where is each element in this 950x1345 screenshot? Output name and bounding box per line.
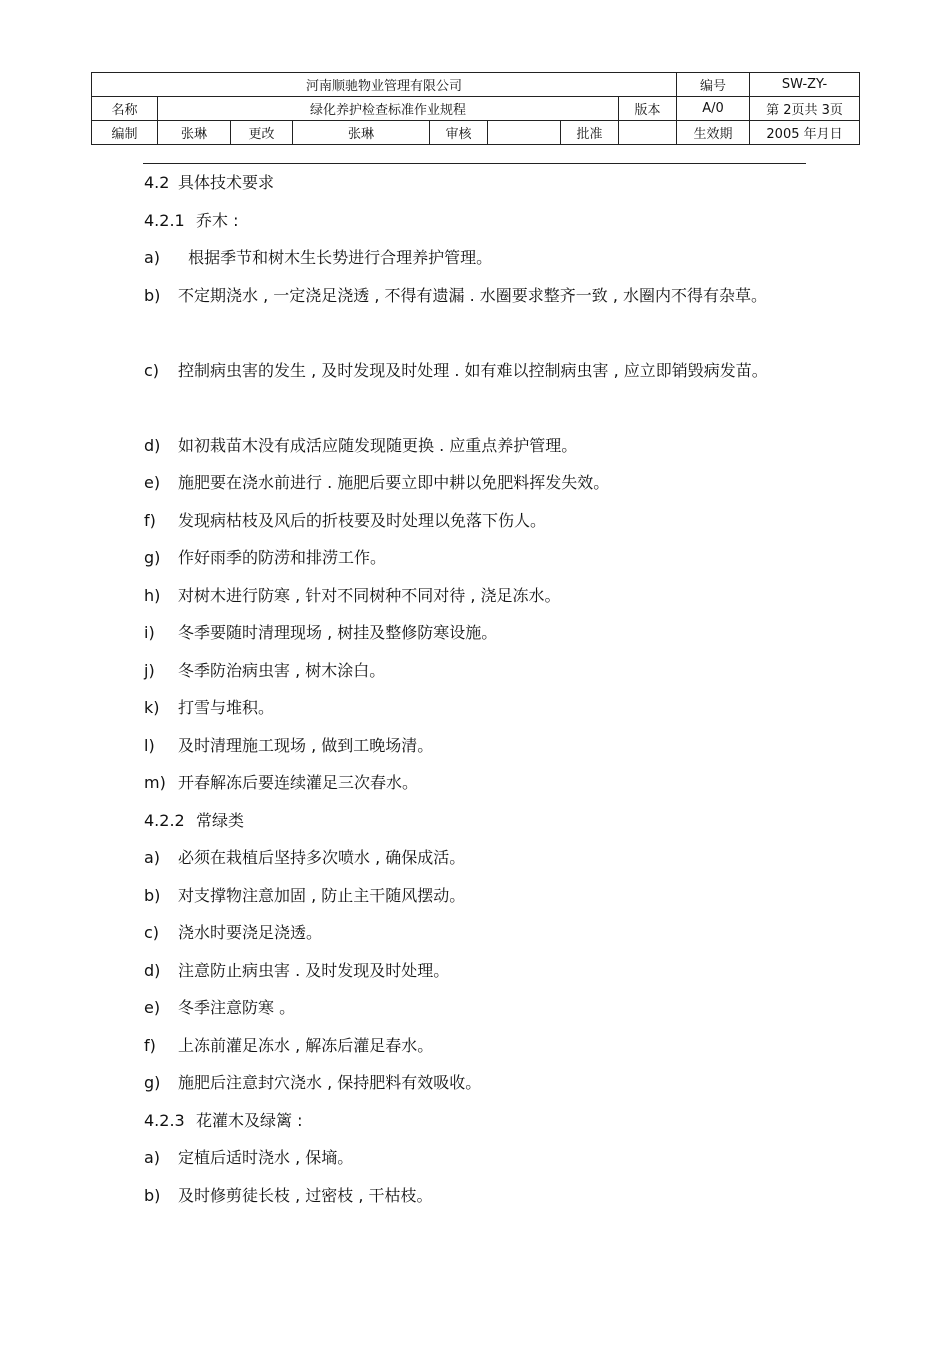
list-item <box>144 281 824 356</box>
list-item-label: h) <box>144 585 161 605</box>
list-item-label: d) <box>144 960 161 980</box>
subsection-heading-trees <box>144 206 824 244</box>
name-value: 绿化养护检查标准作业规程 <box>158 97 619 121</box>
document-header-table <box>91 72 860 145</box>
list-item-text: 打雪与堆积。 <box>178 698 275 717</box>
subsection-title: 花灌木及绿篱 : <box>196 1110 303 1130</box>
subsection-title: 乔木 : <box>196 210 239 230</box>
approve-value <box>619 121 677 145</box>
list-item-label: b) <box>144 1185 161 1205</box>
review-value <box>488 121 561 145</box>
list-item <box>144 731 824 769</box>
list-item <box>144 243 824 281</box>
list-item-label: a) <box>144 1148 161 1167</box>
list-item-text: 控制病虫害的发生 , 及时发现及时处理 . 如有难以控制病虫害 , 应立即销毁病发苗。 <box>178 360 768 380</box>
list-item-label: m) <box>144 773 166 792</box>
section-number: 4.2 <box>144 173 170 192</box>
section-title: 具体技术要求 <box>178 173 275 192</box>
review-label: 审核 <box>430 121 488 145</box>
list-item-label: a) <box>144 848 161 867</box>
list-item-label: g) <box>144 1073 161 1092</box>
list-item <box>144 768 824 806</box>
list-item-label: j) <box>144 660 155 680</box>
shrubs-list <box>144 1143 824 1218</box>
list-item <box>144 618 824 656</box>
list-item-label: f) <box>144 1035 156 1055</box>
version-label: 版本 <box>619 97 677 121</box>
list-item <box>144 881 824 919</box>
list-item <box>144 1143 824 1181</box>
list-item <box>144 506 824 544</box>
code-label: 编号 <box>677 73 750 97</box>
list-item-text: 根据季节和树木生长势进行合理养护管理。 <box>178 248 493 267</box>
company-name: 河南顺驰物业管理有限公司 <box>92 73 677 97</box>
subsection-title: 常绿类 <box>196 810 245 830</box>
list-item-text: 定植后适时浇水 , 保墒。 <box>178 1148 354 1167</box>
list-item-text: 发现病枯枝及风后的折枝要及时处理以免落下伤人。 <box>178 510 547 530</box>
list-item-text: 施肥要在浇水前进行 . 施肥后要立即中耕以免肥料挥发失效。 <box>178 473 610 492</box>
list-item-text: 对树木进行防寒 , 针对不同树种不同对待 , 浇足冻水。 <box>178 585 561 605</box>
list-item-text: 上冻前灌足冻水 , 解冻后灌足春水。 <box>178 1035 434 1055</box>
list-item-text: 冬季注意防寒 。 <box>178 998 296 1017</box>
list-item-text: 如初栽苗木没有成活应随发现随更换 . 应重点养护管理。 <box>178 435 578 455</box>
list-item-label: k) <box>144 698 160 717</box>
list-item-text: 注意防止病虫害 . 及时发现及时处理。 <box>178 960 450 980</box>
change-value: 张琳 <box>293 121 430 145</box>
list-item <box>144 543 824 581</box>
list-item-label: b) <box>144 885 161 905</box>
list-item-text: 及时清理施工现场 , 做到工晚场清。 <box>178 735 434 755</box>
list-item <box>144 356 824 431</box>
name-label: 名称 <box>92 97 158 121</box>
list-item <box>144 1068 824 1106</box>
subsection-heading-shrubs <box>144 1106 824 1144</box>
list-item <box>144 468 824 506</box>
list-item <box>144 656 824 694</box>
section-heading <box>144 168 824 206</box>
list-item-label: d) <box>144 435 161 455</box>
list-item <box>144 918 824 956</box>
list-item-label: c) <box>144 923 160 942</box>
version-value: A/0 <box>677 97 750 121</box>
list-item-label: e) <box>144 998 161 1017</box>
list-item-label: f) <box>144 510 156 530</box>
document-body <box>144 168 824 1218</box>
subsection-number: 4.2.1 <box>144 210 185 230</box>
trees-list <box>144 243 824 806</box>
list-item-label: e) <box>144 473 161 492</box>
evergreen-list <box>144 843 824 1106</box>
list-item <box>144 1181 824 1219</box>
approve-label: 批准 <box>561 121 619 145</box>
effective-value: 2005 年月日 <box>750 121 860 145</box>
list-item-text: 不定期浇水 , 一定浇足浇透 , 不得有遗漏 . 水圈要求整齐一致 , 水圈内不得有杂草。 <box>178 285 768 305</box>
list-item <box>144 1031 824 1069</box>
list-item <box>144 843 824 881</box>
list-item <box>144 693 824 731</box>
code-value: SW-ZY- <box>750 73 860 97</box>
subsection-heading-evergreen <box>144 806 824 844</box>
list-item-label: a) <box>144 248 161 267</box>
list-item-text: 开春解冻后要连续灌足三次春水。 <box>178 773 419 792</box>
list-item-text: 及时修剪徒长枝 , 过密枝 , 干枯枝。 <box>178 1185 433 1205</box>
page-indicator: 第 2页共 3页 <box>750 97 860 121</box>
list-item-label: b) <box>144 285 161 305</box>
effective-label: 生效期 <box>677 121 750 145</box>
list-item <box>144 581 824 619</box>
subsection-number: 4.2.3 <box>144 1110 185 1130</box>
list-item-label: l) <box>144 735 155 755</box>
list-item-text: 冬季防治病虫害 , 树木涂白。 <box>178 660 386 680</box>
list-item-label: g) <box>144 548 161 567</box>
list-item-label: c) <box>144 360 160 380</box>
author-value: 张琳 <box>158 121 231 145</box>
change-label: 更改 <box>231 121 293 145</box>
list-item-text: 作好雨季的防涝和排涝工作。 <box>178 548 387 567</box>
list-item-text: 对支撑物注意加固 , 防止主干随风摆动。 <box>178 885 466 905</box>
header-divider <box>143 163 806 164</box>
list-item-text: 施肥后注意封穴浇水 , 保持肥料有效吸收。 <box>178 1073 482 1092</box>
list-item-text: 必须在栽植后坚持多次喷水 , 确保成活。 <box>178 848 466 867</box>
list-item <box>144 993 824 1031</box>
list-item-text: 冬季要随时清理现场 , 树挂及整修防寒设施。 <box>178 623 498 642</box>
list-item-text: 浇水时要浇足浇透。 <box>178 923 323 942</box>
author-label: 编制 <box>92 121 158 145</box>
list-item-label: i) <box>144 623 155 642</box>
list-item <box>144 956 824 994</box>
list-item <box>144 431 824 469</box>
subsection-number: 4.2.2 <box>144 810 185 830</box>
